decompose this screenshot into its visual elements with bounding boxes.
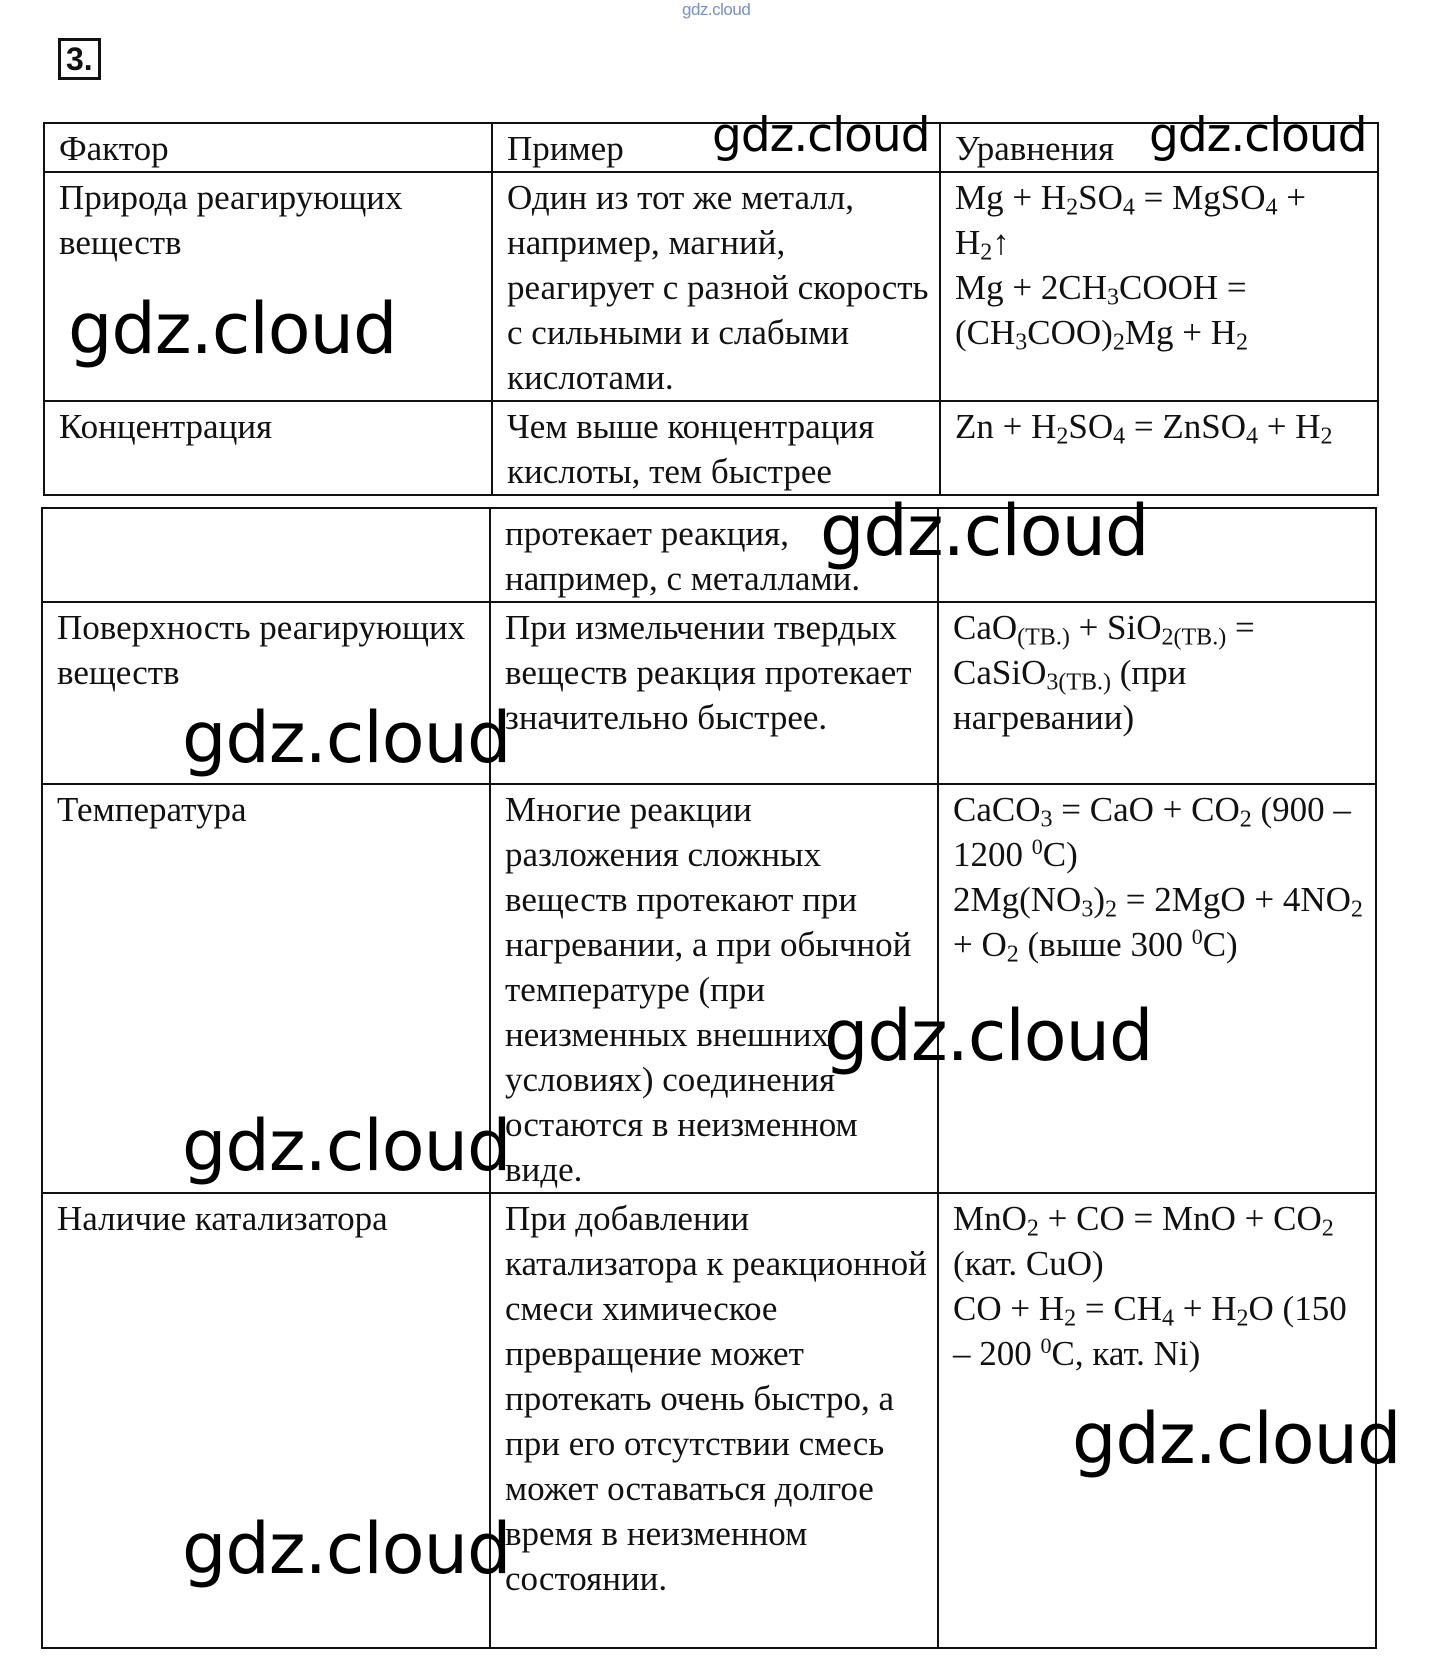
- example-cell: Многие реакции разложения сложных веществ протекают при нагревании, а при обычной температуре (при неизменных внешних условиях) соединения остаются в неизменном виде.: [490, 784, 938, 1193]
- equations-cell: $Mg + H_2SO_4$ = MgSO$_4$ + $H_2↑$ $Mg + 2CH_3COOH = (CH_3COO)_2Mg + H_2$: [940, 172, 1378, 401]
- watermark: gdz.cloud: [1149, 108, 1367, 163]
- factor-cell: Поверхность реагирующих веществ: [42, 602, 490, 784]
- example-cell: протекает реакция, например, с металлами.: [490, 508, 938, 602]
- header-example: Пример: [492, 123, 940, 172]
- top-watermark: gdz.cloud: [682, 0, 751, 19]
- watermark: gdz.cloud: [182, 1508, 511, 1590]
- watermark: gdz.cloud: [820, 490, 1149, 572]
- watermark: gdz.cloud: [182, 697, 511, 779]
- equations-cell: $Zn + H_2SO_4$ = ZnSO$_4$ + $H_2$: [940, 401, 1378, 495]
- example-cell: Чем выше концентрация кислоты, тем быстрее: [492, 401, 940, 495]
- factor-cell: Наличие катализатора: [42, 1193, 490, 1648]
- example-cell: При измельчении твердых веществ реакция протекает значительно быстрее.: [490, 602, 938, 784]
- watermark: gdz.cloud: [824, 995, 1153, 1077]
- watermark: gdz.cloud: [68, 288, 397, 370]
- factor-cell: Природа реагирующих веществ: [44, 172, 492, 401]
- factor-cell: Концентрация: [44, 401, 492, 495]
- example-cell: Один из тот же металл, например, магний, реагирует с разной скорость с сильными и слабыми кислотами.: [492, 172, 940, 401]
- factor-cell: [42, 508, 490, 602]
- problem-number: 3.: [58, 38, 101, 80]
- example-cell: При добавлении катализатора к реакционной смеси химическое превращение может протекать очень быстро, а при его отсутствии смесь может оставаться долгое время в неизменном состоянии.: [490, 1193, 938, 1648]
- equations-cell: CaCO$_3$ = CaO + $CO_2$ (900 – 1200 $^0$C) $2Mg(NO_3)_2 = 2MgO + 4NO_2 + O_2$ (выше 300 $^0$C): [938, 784, 1376, 1193]
- table-row: [42, 508, 1376, 602]
- equations-cell: CaO$_{(ТВ.)}$ + SiO$_{2(ТВ.)}$ = CaSiO$_{3(ТВ.)}$ (при нагревании): [938, 602, 1376, 784]
- watermark: gdz.cloud: [712, 108, 930, 163]
- watermark: gdz.cloud: [182, 1105, 511, 1187]
- factor-cell: Температура: [42, 784, 490, 1193]
- header-factor: Фактор: [44, 123, 492, 172]
- table-row: [44, 401, 1378, 495]
- header-equations: Уравнения: [940, 123, 1378, 172]
- equations-cell: MnO$_2$ + CO = MnO + $CO_2$ (кат. CuO) CO + $H_2 = CH_4 + H_2O$ (150 – 200 $^0$C, кат. Ni): [938, 1193, 1376, 1648]
- watermark: gdz.cloud: [1072, 1398, 1401, 1480]
